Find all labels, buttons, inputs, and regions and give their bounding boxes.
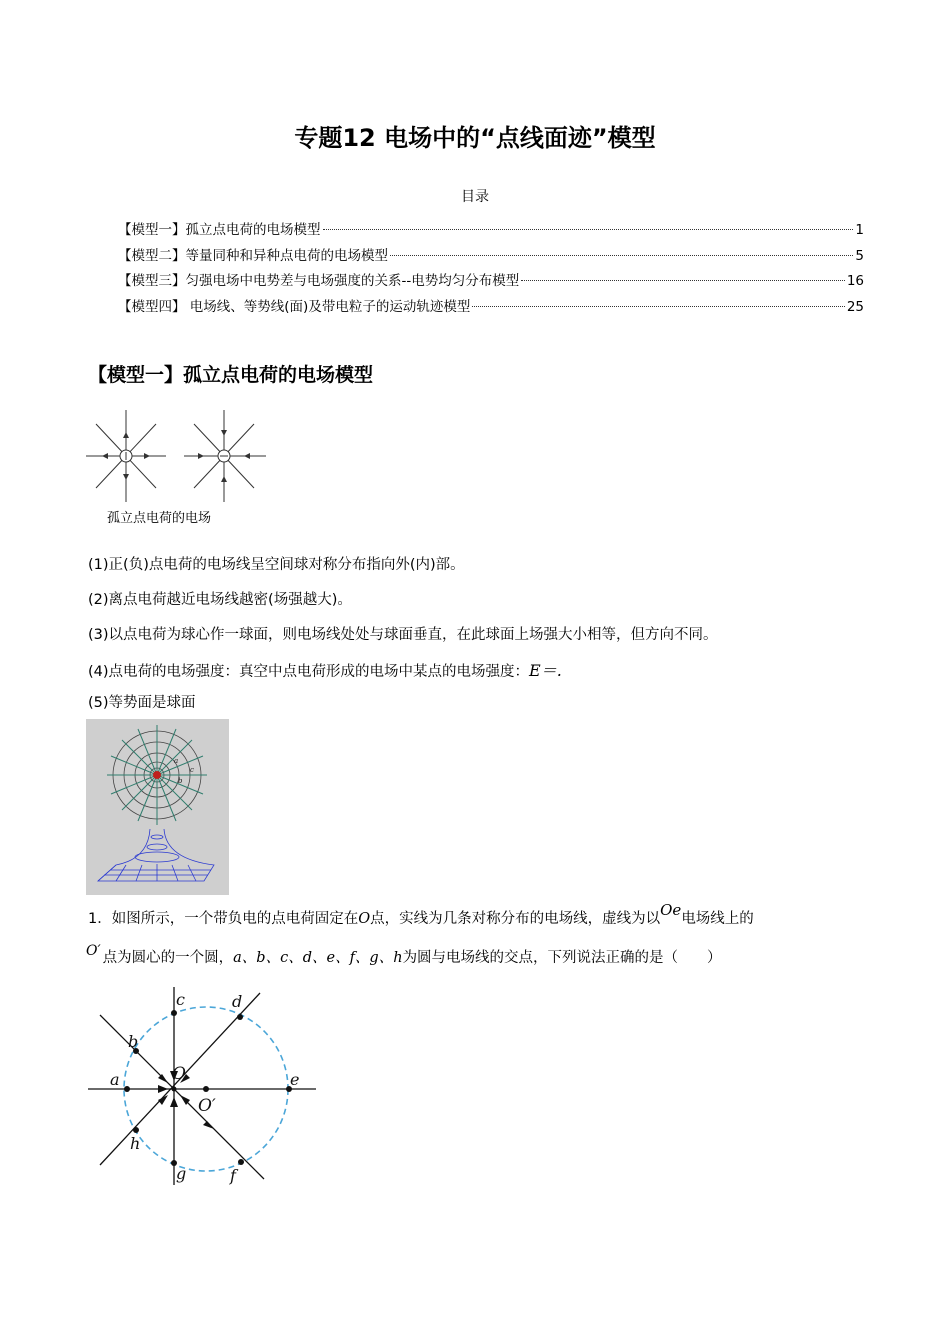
negative-charge-field: [184, 410, 266, 502]
toc-entry-page: 5: [855, 247, 864, 264]
toc-entry-label: 【模型三】匀强电场中电势差与电场强度的关系--电势均匀分布模型: [118, 273, 520, 289]
equipotential-label-a: a: [174, 757, 179, 765]
question-1-diagram: [84, 985, 324, 1190]
question-symbol-Oprime: O′: [86, 943, 101, 959]
diagram-label-b: b: [128, 1032, 139, 1051]
point-2: (2)离点电荷越近电场线越密(场强越大)。: [88, 592, 352, 608]
toc-leader-dots: [323, 229, 854, 230]
point-4: [88, 658, 562, 681]
positive-charge-field: [86, 410, 166, 502]
formula-e: E＝.: [529, 661, 562, 680]
toc-entry-label: 【模型一】孤立点电荷的电场模型: [118, 222, 321, 238]
point-5: (5)等势面是球面: [88, 695, 196, 711]
toc-leader-dots: [472, 306, 844, 307]
toc-leader-dots: [390, 255, 853, 256]
diagram-label-O: O: [172, 1064, 186, 1084]
diagram-label-a: a: [110, 1070, 120, 1089]
question-text: 1．如图所示，一个带负电的点电荷固定在: [88, 911, 359, 927]
toc-entry[interactable]: [118, 295, 864, 321]
toc-entry[interactable]: [118, 244, 864, 270]
point-4-text: (4)点电荷的电场强度：真空中点电荷形成的电场中某点的电场强度：: [88, 664, 530, 680]
equipotential-label-c: c: [190, 766, 194, 774]
section-heading-model-1: 【模型一】孤立点电荷的电场模型: [88, 364, 374, 386]
equipotential-figure: [86, 719, 229, 895]
question-1-line-1: [88, 901, 754, 928]
diagram-label-d: d: [232, 992, 243, 1011]
diagram-label-Oprime: O′: [198, 1096, 216, 1116]
question-letters: a、b、c、d、e、f、g、h: [233, 950, 403, 966]
question-text: 点为圆心的一个圆，: [102, 950, 234, 966]
equipotential-label-b: b: [178, 777, 183, 785]
toc-entry-page: 16: [846, 273, 864, 289]
question-symbol-O: O: [358, 911, 371, 927]
toc-entry[interactable]: [118, 218, 864, 244]
question-text: 电场线上的: [681, 911, 754, 927]
toc-entry-label: 【模型四】 电场线、等势线(面)及带电粒子的运动轨迹模型: [118, 298, 471, 315]
diagram-label-g: g: [176, 1164, 187, 1183]
diagram-label-f: f: [230, 1166, 236, 1185]
toc-leader-dots: [521, 280, 845, 281]
toc-entry-label: 【模型二】等量同种和异种点电荷的电场模型: [118, 247, 388, 264]
point-3: (3)以点电荷为球心作一球面，则电场线处处与球面垂直，在此球面上场强大小相等，但方向不同。: [88, 627, 718, 643]
document-title: 专题12 电场中的“点线面迹”模型: [294, 124, 656, 152]
diagram-label-e: e: [290, 1070, 300, 1089]
figure-caption: 孤立点电荷的电场: [107, 511, 212, 526]
toc-entry[interactable]: [118, 269, 864, 295]
table-of-contents: [118, 218, 864, 320]
question-1-line-2: [86, 943, 722, 967]
toc-entry-page: 1: [855, 222, 864, 238]
toc-entry-page: 25: [846, 298, 864, 315]
question-symbol-Oe: Oe: [660, 901, 682, 919]
toc-heading: 目录: [461, 189, 489, 205]
question-text: 点，实线为几条对称分布的电场线，虚线为以: [370, 911, 661, 927]
point-charge-field-figure: [84, 408, 270, 504]
question-text: 为圆与电场线的交点，下列说法正确的是（ ）: [402, 950, 722, 966]
point-1: (1)正(负)点电荷的电场线呈空间球对称分布指向外(内)部。: [88, 557, 465, 573]
diagram-label-c: c: [176, 990, 185, 1009]
diagram-label-h: h: [130, 1134, 141, 1153]
